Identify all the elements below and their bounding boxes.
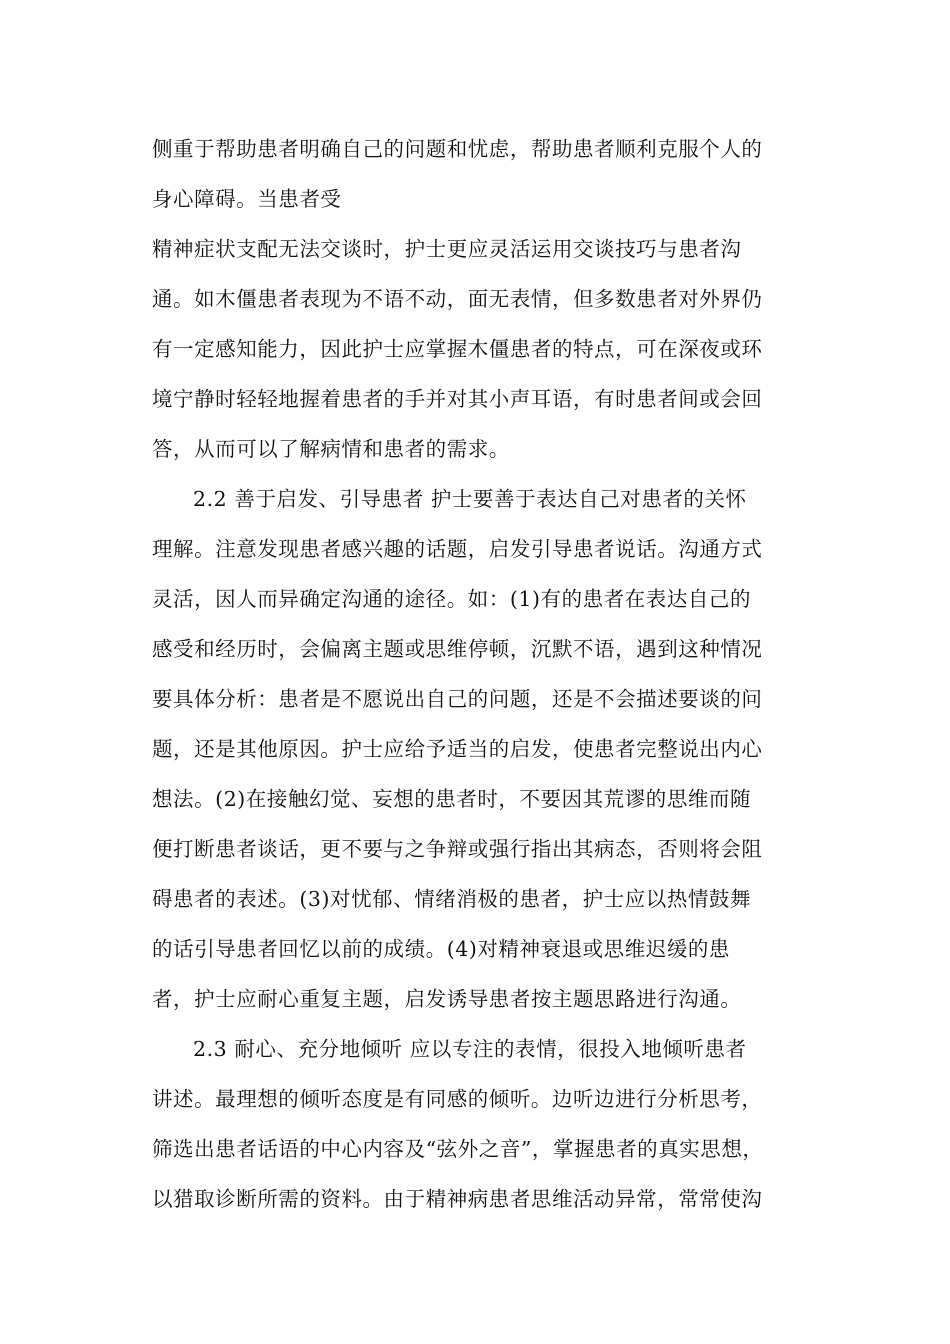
text-line: 答，从而可以了解病情和患者的需求。: [152, 437, 510, 461]
text-line: 要具体分析：患者是不愿说出自己的问题，还是不会描述要谈的问: [152, 687, 763, 711]
text-line: 以猎取诊断所需的资料。由于精神病患者思维活动异常，常常使沟: [152, 1187, 763, 1211]
text-line: 精神症状支配无法交谈时，护士更应灵活运用交谈技巧与患者沟: [152, 237, 742, 261]
text-line: 想法。(2)在接触幻觉、妄想的患者时，不要因其荒谬的思维而随: [152, 787, 752, 811]
text-line: 题，还是其他原因。护士应给予适当的启发，使患者完整说出内心: [152, 737, 763, 761]
text-line: 身心障碍。当患者受: [152, 187, 342, 211]
text-line: 理解。注意发现患者感兴趣的话题，启发引导患者说话。沟通方式: [152, 537, 763, 561]
text-line: 者，护士应耐心重复主题，启发诱导患者按主题思路进行沟通。: [152, 987, 742, 1011]
text-line: 讲述。最理想的倾听态度是有同感的倾听。边听边进行分析思考，: [152, 1087, 763, 1111]
text-line: 灵活，因人而异确定沟通的途径。如：(1)有的患者在表达自己的: [152, 587, 752, 611]
text-line: 筛选出患者话语的中心内容及“弦外之音”，掌握患者的真实思想，: [152, 1137, 764, 1161]
section-heading-2-2: 2.2 善于启发、引导患者 护士要善于表达自己对患者的关怀: [193, 487, 747, 511]
text-line: 有一定感知能力，因此护士应掌握木僵患者的特点，可在深夜或环: [152, 337, 763, 361]
text-line: 侧重于帮助患者明确自己的问题和忧虑，帮助患者顺利克服个人的: [152, 137, 763, 161]
text-line: 境宁静时轻轻地握着患者的手并对其小声耳语，有时患者间或会回: [152, 387, 763, 411]
text-line: 感受和经历时，会偏离主题或思维停顿，沉默不语，遇到这种情况: [152, 637, 763, 661]
text-line: 碍患者的表述。(3)对忧郁、情绪消极的患者，护士应以热情鼓舞: [152, 887, 752, 911]
text-line: 通。如木僵患者表现为不语不动，面无表情，但多数患者对外界仍: [152, 287, 763, 311]
text-line: 便打断患者谈话，更不要与之争辩或强行指出其病态，否则将会阻: [152, 837, 763, 861]
text-line: 的话引导患者回忆以前的成绩。(4)对精神衰退或思维迟缓的患: [152, 937, 730, 961]
section-heading-2-3: 2.3 耐心、充分地倾听 应以专注的表情，很投入地倾听患者: [193, 1037, 747, 1061]
